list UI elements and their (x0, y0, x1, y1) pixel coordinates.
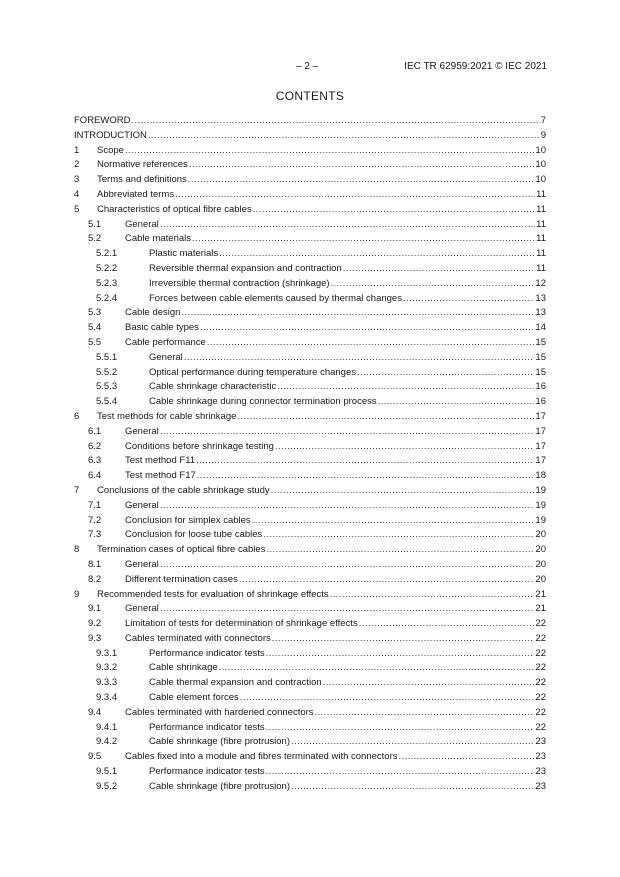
toc-entry-title[interactable]: Reversible thermal expansion and contraction (149, 262, 342, 277)
toc-entry-line (149, 292, 546, 307)
page-header (0, 61, 620, 75)
toc-entry-line (149, 262, 546, 277)
dot-leader (188, 173, 535, 188)
toc-entry-number: 5.3 (88, 307, 102, 319)
toc-entry-number: 5.2 (88, 233, 102, 245)
dot-leader (266, 765, 535, 780)
toc-entry-line (74, 129, 546, 144)
toc-entry[interactable] (74, 218, 546, 233)
toc-entry-page[interactable]: 10 (535, 174, 546, 186)
toc-entry-number: 5.2.2 (96, 262, 118, 274)
toc-entry-page[interactable]: 11 (536, 233, 546, 245)
toc-entry[interactable] (74, 351, 546, 366)
toc-entry-number: 3 (74, 174, 80, 186)
toc-entry-line (97, 543, 546, 558)
dot-leader (315, 706, 535, 721)
dot-leader (219, 247, 535, 262)
toc-entry-number: 9.5 (88, 751, 102, 763)
dot-leader (357, 366, 534, 381)
toc-entry-page[interactable]: 11 (536, 203, 546, 215)
toc-entry-line (97, 484, 546, 499)
toc-entry-title[interactable]: Conclusion for loose tube cables (125, 528, 262, 543)
toc-entry-page[interactable]: 20 (535, 558, 546, 570)
toc-entry-title[interactable]: Cables terminated with hardened connectors (125, 706, 314, 721)
toc-entry-line (125, 218, 546, 233)
toc-entry-page[interactable]: 11 (536, 262, 546, 274)
document-reference: IEC TR 62959:2021 © IEC 2021 (404, 61, 547, 72)
toc-entry-number: 6.1 (88, 425, 102, 437)
toc-entry[interactable] (74, 321, 546, 336)
toc-entry-page[interactable]: 22 (535, 692, 546, 704)
dot-leader (181, 306, 534, 321)
toc-entry-line (149, 661, 546, 676)
dot-leader (239, 573, 535, 588)
dot-leader (343, 262, 535, 277)
toc-entry-title[interactable]: Normative references (97, 158, 188, 173)
toc-entry-number: 2 (74, 159, 80, 171)
toc-entry[interactable] (74, 499, 546, 514)
toc-entry-page[interactable]: 7 (540, 115, 546, 126)
dot-leader (219, 661, 535, 676)
dot-leader (359, 617, 535, 632)
toc-entry-title[interactable]: General (125, 558, 159, 573)
toc-entry-number: 8.2 (88, 573, 102, 585)
toc-entry-title[interactable]: General (125, 425, 159, 440)
toc-entry-number: 9.3 (88, 632, 102, 644)
dot-leader (160, 602, 535, 617)
toc-entry-page[interactable]: 17 (535, 425, 546, 437)
toc-entry-page[interactable]: 15 (535, 336, 546, 348)
toc-entry-number: 9.3.2 (96, 662, 118, 674)
toc-entry-title[interactable]: Conclusion for simplex cables (125, 514, 251, 529)
toc-entry-line (125, 528, 546, 543)
toc-entry-page[interactable]: 23 (535, 736, 546, 748)
toc-entry-page[interactable]: 21 (535, 603, 546, 615)
toc-entry-line (125, 558, 546, 573)
toc-entry-title[interactable]: FOREWORD (74, 114, 130, 129)
toc-entry-line (125, 454, 546, 469)
dot-leader (277, 380, 534, 395)
dot-leader (131, 114, 539, 129)
toc-entry-page[interactable]: 10 (535, 159, 546, 171)
toc-entry-page[interactable]: 12 (535, 277, 546, 289)
dot-leader (398, 750, 534, 765)
toc-entry-line (125, 321, 546, 336)
toc-entry-title[interactable]: Cables fixed into a module and fibres terminated with connectors (125, 750, 397, 765)
toc-entry-line (125, 232, 546, 247)
toc-entry-line (149, 351, 546, 366)
toc-entry-title[interactable]: Performance indicator tests (149, 765, 265, 780)
toc-entry-title[interactable]: Conclusions of the cable shrinkage study (97, 484, 270, 499)
toc-entry-page[interactable]: 23 (535, 766, 546, 778)
toc-entry-line (74, 114, 546, 129)
dot-leader (200, 321, 534, 336)
toc-entry-page[interactable]: 17 (535, 410, 546, 422)
dot-leader (148, 129, 540, 144)
dot-leader (192, 232, 535, 247)
toc-entry-page[interactable]: 20 (535, 573, 546, 585)
toc-entry-line (149, 780, 546, 795)
toc-entry-line (149, 647, 546, 662)
toc-entry-page[interactable]: 22 (535, 721, 546, 733)
dot-leader (253, 203, 535, 218)
dot-leader (272, 632, 535, 647)
toc-entry-title[interactable]: Cable thermal expansion and contraction (149, 676, 322, 691)
toc-entry-number: 9.4.1 (96, 721, 118, 733)
toc-entry[interactable] (74, 514, 546, 529)
toc-entry-page[interactable]: 19 (535, 514, 546, 526)
dot-leader (263, 528, 534, 543)
toc-entry-line (125, 440, 546, 455)
toc-entry-line (149, 691, 546, 706)
toc-entry[interactable] (74, 543, 546, 558)
toc-entry[interactable] (74, 691, 546, 706)
toc-entry-line (125, 573, 546, 588)
toc-entry[interactable] (74, 484, 546, 499)
toc-entry-title[interactable]: Test method F11 (125, 454, 195, 469)
dot-leader (291, 780, 534, 795)
toc-entry-line (149, 277, 546, 292)
toc-entry-page[interactable]: 22 (535, 662, 546, 674)
dot-leader (184, 351, 535, 366)
toc-entry[interactable] (74, 780, 546, 795)
toc-entry-number: 7.3 (88, 529, 102, 541)
toc-entry-number: 8.1 (88, 558, 102, 570)
toc-entry-title[interactable]: General (149, 351, 183, 366)
toc-entry[interactable] (74, 632, 546, 647)
dot-leader (275, 440, 534, 455)
toc-entry[interactable] (74, 469, 546, 484)
toc-entry[interactable] (74, 380, 546, 395)
toc-entry-line (97, 158, 546, 173)
toc-entry-page[interactable]: 18 (535, 470, 546, 482)
toc-entry-page[interactable]: 22 (535, 618, 546, 630)
toc-entry-number: 9.3.1 (96, 647, 118, 659)
toc-entry-line (149, 380, 546, 395)
toc-entry-page[interactable]: 13 (535, 292, 546, 304)
contents-title: CONTENTS (275, 89, 345, 103)
toc-entry[interactable] (74, 336, 546, 351)
toc-entry-page[interactable]: 22 (535, 632, 546, 644)
toc-entry-title[interactable]: Performance indicator tests (149, 721, 265, 736)
toc-entry-title[interactable]: Termination cases of optical fibre cables (97, 543, 265, 558)
toc-entry-number: 6.4 (88, 470, 102, 482)
toc-entry-page[interactable]: 11 (536, 218, 546, 230)
toc-entry-page[interactable]: 17 (535, 440, 546, 452)
toc-entry[interactable] (74, 306, 546, 321)
dot-leader (189, 158, 535, 173)
toc-entry-line (97, 410, 546, 425)
toc-entry[interactable] (74, 247, 546, 262)
toc-entry-title[interactable]: Scope (97, 144, 124, 159)
toc-entry[interactable] (74, 528, 546, 543)
toc-entry-page[interactable]: 19 (535, 499, 546, 511)
toc-entry-title[interactable]: Cable shrinkage during connector termination process (149, 395, 377, 410)
toc-entry-line (125, 425, 546, 440)
dot-leader (160, 425, 535, 440)
toc-entry-title[interactable]: Abbreviated terms (97, 188, 174, 203)
toc-entry-page[interactable]: 13 (535, 307, 546, 319)
toc-entry-title[interactable]: INTRODUCTION (74, 129, 147, 144)
toc-entry-title[interactable]: Basic cable types (125, 321, 199, 336)
toc-entry-number: 7.2 (88, 514, 102, 526)
toc-entry-number: 5.5.1 (96, 351, 118, 363)
toc-entry-line (149, 721, 546, 736)
toc-entry-title[interactable]: Recommended tests for evaluation of shrinkage effects (97, 588, 329, 603)
toc-entry[interactable] (74, 588, 546, 603)
toc-entry[interactable] (74, 262, 546, 277)
toc-entry[interactable] (74, 277, 546, 292)
toc-entry-number: 5.5.3 (96, 381, 118, 393)
toc-entry-line (149, 735, 546, 750)
toc-entry[interactable] (74, 706, 546, 721)
dot-leader (207, 336, 535, 351)
toc-entry-page[interactable]: 15 (535, 366, 546, 378)
toc-entry-number: 9.4.2 (96, 736, 118, 748)
toc-entry-title[interactable]: General (125, 218, 159, 233)
toc-entry-title[interactable]: Cable materials (125, 232, 191, 247)
toc-entry-line (125, 514, 546, 529)
dot-leader (266, 721, 535, 736)
toc-entry-number: 8 (74, 544, 80, 556)
toc-entry-title[interactable]: Test method F17 (125, 469, 196, 484)
toc-entry-number: 9.1 (88, 603, 102, 615)
toc-entry-title[interactable]: Cables terminated with connectors (125, 632, 271, 647)
dot-leader (160, 218, 535, 233)
toc-entry-number: 5.2.3 (96, 277, 118, 289)
toc-entry-number: 9 (74, 588, 80, 600)
toc-entry-number: 6 (74, 410, 80, 422)
toc-entry-title[interactable]: Cable design (125, 306, 180, 321)
toc-entry-number: 9.5.1 (96, 766, 118, 778)
toc-entry-number: 5.1 (88, 218, 102, 230)
toc-entry-number: 4 (74, 188, 80, 200)
dot-leader (125, 144, 534, 159)
toc-entry-page[interactable]: 21 (535, 588, 546, 600)
toc-entry-page[interactable]: 23 (535, 751, 546, 763)
toc-entry-number: 5 (74, 203, 80, 215)
toc-entry[interactable] (74, 203, 546, 218)
toc-entry-page[interactable]: 10 (535, 144, 546, 156)
toc-entry-title[interactable]: Forces between cable elements caused by thermal changes (149, 292, 402, 307)
toc-entry-page[interactable]: 22 (535, 647, 546, 659)
toc-entry-line (97, 203, 546, 218)
dot-leader (403, 292, 534, 307)
toc-entry-page[interactable]: 11 (536, 248, 546, 260)
dot-leader (266, 647, 535, 662)
toc-entry-title[interactable]: Cable element forces (149, 691, 239, 706)
dot-leader (291, 735, 534, 750)
toc-entry-line (125, 602, 546, 617)
toc-entry-number: 9.3.3 (96, 677, 118, 689)
dot-leader (378, 395, 535, 410)
toc-entry-page[interactable]: 16 (535, 381, 546, 393)
toc-entry-title[interactable]: Plastic materials (149, 247, 218, 262)
toc-entry[interactable] (74, 602, 546, 617)
toc-entry-title[interactable]: Cable shrinkage (fibre protrusion) (149, 780, 290, 795)
table-of-contents (74, 114, 546, 795)
toc-entry[interactable] (74, 425, 546, 440)
dot-leader (271, 484, 535, 499)
toc-entry-page[interactable]: 20 (535, 544, 546, 556)
toc-entry-line (149, 247, 546, 262)
toc-entry-page[interactable]: 22 (535, 677, 546, 689)
toc-entry-page[interactable]: 14 (535, 322, 546, 334)
toc-entry-number: 5.5.4 (96, 396, 118, 408)
toc-entry-title[interactable]: Cable shrinkage (fibre protrusion) (149, 735, 290, 750)
toc-entry[interactable] (74, 158, 546, 173)
toc-entry[interactable] (74, 661, 546, 676)
toc-entry-number: 5.5.2 (96, 366, 118, 378)
dot-leader (160, 558, 535, 573)
dot-leader (266, 543, 534, 558)
toc-entry-title[interactable]: Test methods for cable shrinkage (97, 410, 236, 425)
toc-entry-page[interactable]: 20 (535, 529, 546, 541)
dot-leader (240, 691, 535, 706)
toc-entry[interactable] (74, 647, 546, 662)
toc-entry-title[interactable]: General (125, 499, 159, 514)
toc-entry-line (149, 366, 546, 381)
toc-entry-page[interactable]: 11 (536, 188, 546, 200)
toc-entry-number: 5.4 (88, 322, 102, 334)
toc-entry-line (97, 188, 546, 203)
toc-entry-page[interactable]: 15 (535, 351, 546, 363)
dot-leader (323, 676, 535, 691)
page-number: – 2 – (296, 61, 319, 72)
dot-leader (330, 588, 535, 603)
toc-entry[interactable] (74, 735, 546, 750)
toc-entry-number: 6.3 (88, 455, 102, 467)
toc-entry-line (125, 750, 546, 765)
toc-entry[interactable] (74, 144, 546, 159)
toc-entry-number: 9.5.2 (96, 780, 118, 792)
toc-entry-line (125, 499, 546, 514)
toc-entry[interactable] (74, 765, 546, 780)
toc-entry-page[interactable]: 22 (535, 706, 546, 718)
toc-entry[interactable] (74, 573, 546, 588)
toc-entry-title[interactable]: Cable shrinkage characteristic (149, 380, 276, 395)
toc-entry-line (149, 395, 546, 410)
toc-entry-number: 9.3.4 (96, 692, 118, 704)
toc-entry-title[interactable]: Characteristics of optical fibre cables (97, 203, 252, 218)
toc-entry-number: 9.4 (88, 706, 102, 718)
toc-entry[interactable] (74, 366, 546, 381)
toc-entry-number: 5.2.1 (96, 248, 118, 260)
toc-entry-number: 6.2 (88, 440, 102, 452)
toc-entry-title[interactable]: Terms and definitions (97, 173, 187, 188)
toc-entry[interactable] (74, 173, 546, 188)
toc-entry[interactable] (74, 721, 546, 736)
toc-entry-line (97, 588, 546, 603)
toc-entry-title[interactable]: Optical performance during temperature changes (149, 366, 356, 381)
toc-entry-number: 7 (74, 484, 80, 496)
toc-entry-title[interactable]: Different termination cases (125, 573, 238, 588)
toc-entry-line (97, 144, 546, 159)
toc-entry-number: 7.1 (88, 499, 102, 511)
dot-leader (197, 469, 535, 484)
toc-entry-number: 5.5 (88, 336, 102, 348)
toc-entry[interactable] (74, 114, 546, 129)
toc-entry[interactable] (74, 395, 546, 410)
toc-entry-page[interactable]: 19 (535, 484, 546, 496)
dot-leader (160, 499, 535, 514)
toc-entry-line (125, 336, 546, 351)
toc-entry-page[interactable]: 23 (535, 780, 546, 792)
dot-leader (175, 188, 535, 203)
toc-entry-title[interactable]: Irreversible thermal contraction (shrinkage) (149, 277, 330, 292)
toc-entry-line (125, 706, 546, 721)
toc-entry[interactable] (74, 617, 546, 632)
toc-entry[interactable] (74, 410, 546, 425)
toc-entry[interactable] (74, 750, 546, 765)
toc-entry[interactable] (74, 558, 546, 573)
toc-entry[interactable] (74, 232, 546, 247)
toc-entry[interactable] (74, 676, 546, 691)
toc-entry[interactable] (74, 440, 546, 455)
toc-entry-line (125, 617, 546, 632)
dot-leader (252, 514, 535, 529)
toc-entry[interactable] (74, 188, 546, 203)
toc-entry-line (125, 632, 546, 647)
toc-entry-line (125, 469, 546, 484)
toc-entry-number: 1 (74, 144, 80, 156)
toc-entry-page[interactable]: 17 (535, 455, 546, 467)
toc-entry-title[interactable]: Cable performance (125, 336, 206, 351)
toc-entry-line (125, 306, 546, 321)
toc-entry-page[interactable]: 16 (535, 396, 546, 408)
toc-entry-number: 9.2 (88, 618, 102, 630)
dot-leader (196, 454, 534, 469)
toc-entry-title[interactable]: Cable shrinkage (149, 661, 218, 676)
dot-leader (331, 277, 535, 292)
toc-entry-line (149, 676, 546, 691)
toc-entry-line (149, 765, 546, 780)
toc-entry-page[interactable]: 9 (540, 129, 546, 141)
toc-entry[interactable] (74, 292, 546, 307)
toc-entry[interactable] (74, 129, 546, 144)
toc-entry-title[interactable]: Performance indicator tests (149, 647, 265, 662)
toc-entry-title[interactable]: Limitation of tests for determination of shrinkage effects (125, 617, 358, 632)
toc-entry-number: 5.2.4 (96, 292, 118, 304)
toc-entry-line (97, 173, 546, 188)
toc-entry-title[interactable]: Conditions before shrinkage testing (125, 440, 274, 455)
dot-leader (237, 410, 534, 425)
toc-entry-title[interactable]: General (125, 602, 159, 617)
toc-entry[interactable] (74, 454, 546, 469)
